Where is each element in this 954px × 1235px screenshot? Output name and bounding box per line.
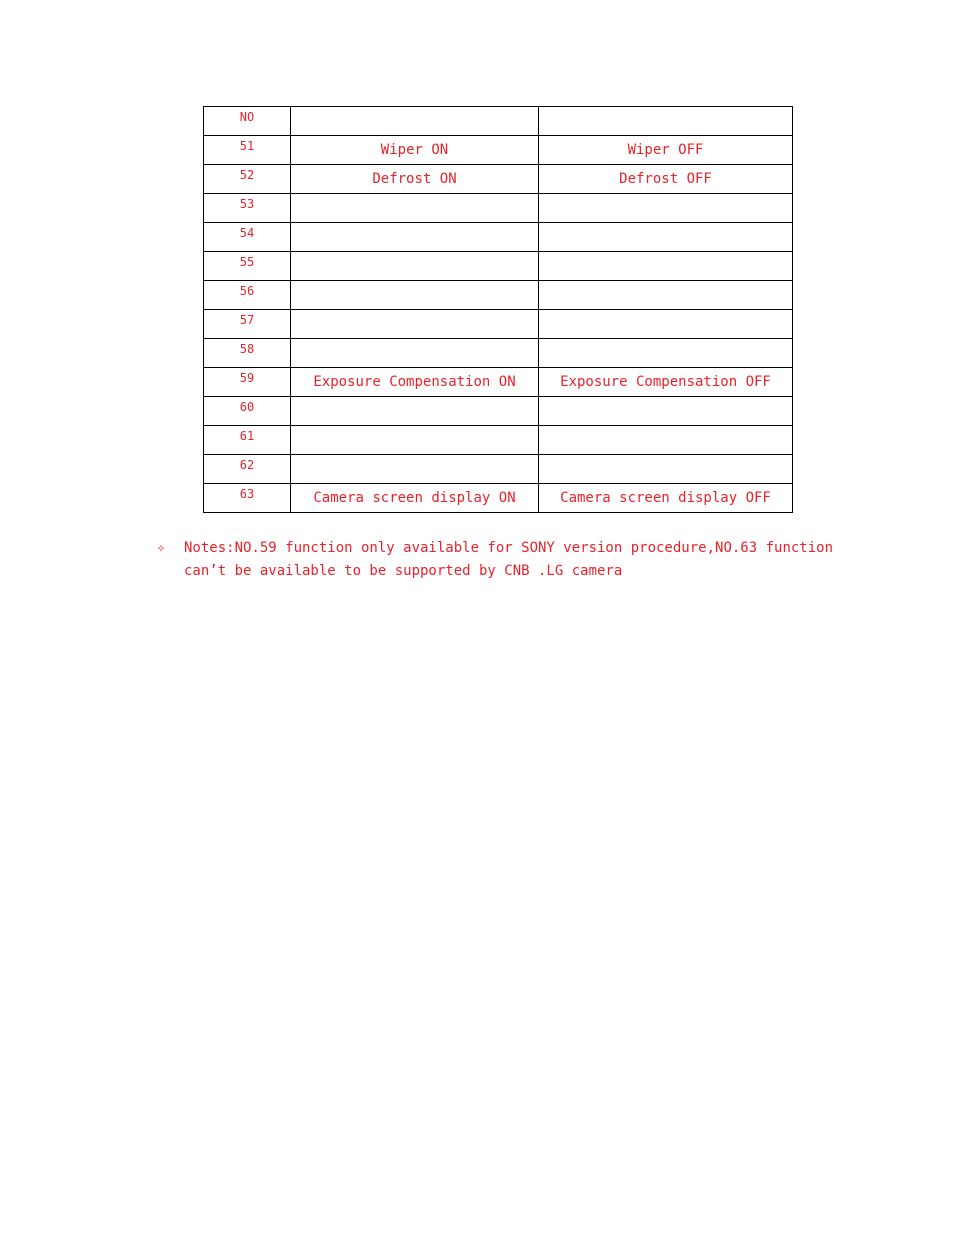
row-no-cell: 55 [204,252,291,281]
row-no-cell: 58 [204,339,291,368]
row-off-cell: Defrost OFF [539,165,793,194]
row-on-cell: Camera screen display ON [291,484,539,513]
row-no-cell: 53 [204,194,291,223]
row-no-cell: 62 [204,455,291,484]
row-no-cell: 57 [204,310,291,339]
table-row [204,194,793,223]
row-on-cell [291,194,539,223]
table-row [204,368,793,397]
row-no-cell: 56 [204,281,291,310]
row-off-cell [539,397,793,426]
table-row [204,339,793,368]
table-row [204,136,793,165]
row-off-cell: Wiper OFF [539,136,793,165]
notes-paragraph [153,537,873,583]
row-on-cell: Defrost ON [291,165,539,194]
table-row [204,310,793,339]
table-row [204,484,793,513]
row-off-cell [539,223,793,252]
row-no-cell: 63 [204,484,291,513]
row-on-cell: Wiper ON [291,136,539,165]
row-on-cell [291,455,539,484]
row-no-cell: 54 [204,223,291,252]
table-row [204,223,793,252]
row-no-cell: 61 [204,426,291,455]
row-off-cell [539,339,793,368]
row-on-cell [291,426,539,455]
header-no-cell: NO [204,107,291,136]
table-header-row [204,107,793,136]
table-row [204,281,793,310]
row-off-cell: Exposure Compensation OFF [539,368,793,397]
row-off-cell: Camera screen display OFF [539,484,793,513]
row-on-cell [291,281,539,310]
header-on-cell [291,107,539,136]
row-on-cell [291,252,539,281]
table-row [204,426,793,455]
header-off-cell [539,107,793,136]
row-on-cell [291,397,539,426]
row-off-cell [539,310,793,339]
row-no-cell: 52 [204,165,291,194]
row-off-cell [539,455,793,484]
row-no-cell: 59 [204,368,291,397]
row-on-cell [291,339,539,368]
row-off-cell [539,281,793,310]
row-on-cell [291,223,539,252]
row-off-cell [539,426,793,455]
table-row [204,165,793,194]
notes-text: Notes:NO.59 function only available for SONY version procedure,NO.63 function can’t be available to be supported by CNB .LG camera [184,540,834,579]
row-no-cell: 51 [204,136,291,165]
row-off-cell [539,252,793,281]
diamond-bullet-icon: ✧ [156,540,166,556]
function-table [203,106,793,513]
row-off-cell [539,194,793,223]
table-row [204,397,793,426]
row-no-cell: 60 [204,397,291,426]
row-on-cell [291,310,539,339]
row-on-cell: Exposure Compensation ON [291,368,539,397]
table-row [204,455,793,484]
table-row [204,252,793,281]
